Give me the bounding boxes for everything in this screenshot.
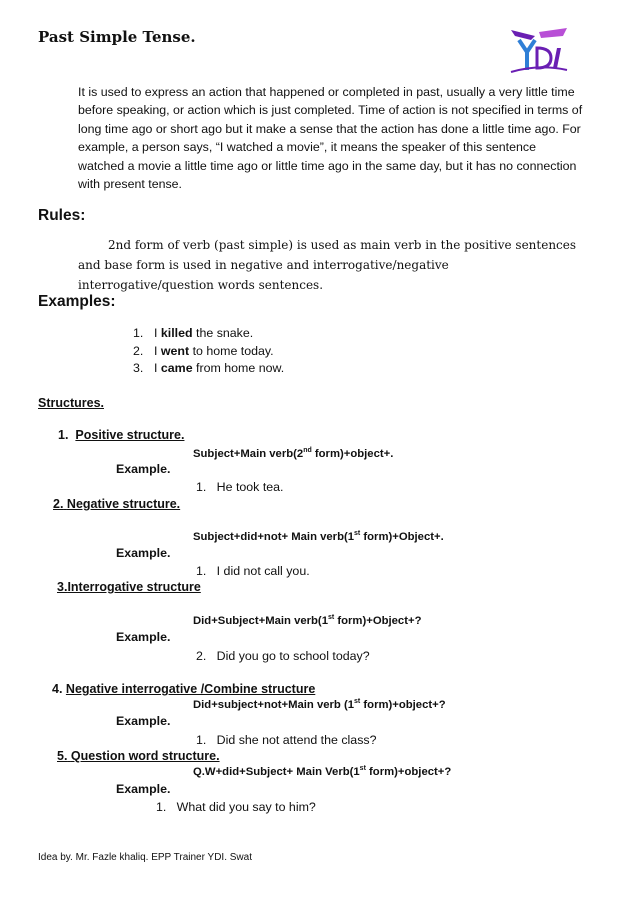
- example-label: Example.: [116, 630, 171, 644]
- structure-example: 1. What did you say to him?: [156, 800, 316, 814]
- structure-formula: Q.W+did+Subject+ Main Verb(1st form)+object+?: [193, 765, 452, 778]
- example-label: Example.: [116, 546, 171, 560]
- logo-y-arms: [519, 40, 535, 52]
- page-title: Past Simple Tense.: [38, 28, 196, 46]
- rules-text: 2nd form of verb (past simple) is used as main verb in the positive sentences and base form is used in negative and interrogative/negative interrogative/question words sentences.: [78, 238, 577, 292]
- logo-d: [537, 48, 551, 68]
- footer-credit: Idea by. Mr. Fazle khaliq. EPP Trainer YDI. Swat: [38, 852, 252, 863]
- structure-heading: 5. Question word structure.: [57, 749, 220, 763]
- structure-formula: Subject+Main verb(2nd form)+object+.: [193, 447, 394, 460]
- structure-formula: Did+subject+not+Main verb (1st form)+object+?: [193, 698, 446, 711]
- example-label: Example.: [116, 462, 171, 476]
- list-item: 3. I came from home now.: [133, 361, 285, 375]
- list-item: 2. I went to home today.: [133, 343, 274, 358]
- structure-heading: 1. Positive structure.: [58, 428, 185, 442]
- ydi-logo: [505, 26, 573, 76]
- intro-paragraph: It is used to express an action that happened or completed in past, usually a very little time before speaking, or action which is just completed. Time of action is not specified in terms of long time ago or short ago but it make a sense that the action has done a little time ago. For example, a person says, “I watched a movie”, it means the speaker of this sentence watched a movie a little time ago or little time ago in the same day, but it has no connection with present tense.: [78, 85, 583, 192]
- example-label: Example.: [116, 714, 171, 728]
- structure-formula: Did+Subject+Main verb(1st form)+Object+?: [193, 614, 422, 627]
- structure-example: 2. Did you go to school today?: [196, 649, 370, 663]
- logo-i: [553, 48, 561, 68]
- examples-heading: Examples:: [38, 293, 116, 310]
- logo-swoosh-top: [511, 30, 535, 40]
- structure-example: 1. He took tea.: [196, 480, 284, 494]
- structure-heading: 3.Interrogative structure: [57, 580, 201, 594]
- structure-example: 1. I did not call you.: [196, 564, 310, 578]
- examples-list: [133, 325, 284, 378]
- structure-heading: 4. Negative interrogative /Combine structure: [52, 682, 316, 696]
- logo-swoosh-right: [539, 28, 567, 38]
- logo-underline: [511, 67, 567, 72]
- structure-example: 1. Did she not attend the class?: [196, 733, 377, 747]
- list-item: 1. I killed the snake.: [133, 326, 254, 340]
- structure-formula: Subject+did+not+ Main verb(1st form)+Object+.: [193, 530, 444, 543]
- rules-heading: Rules:: [38, 207, 86, 224]
- structure-heading: 2. Negative structure.: [53, 497, 181, 511]
- structures-heading: Structures.: [38, 396, 104, 410]
- example-label: Example.: [116, 782, 171, 796]
